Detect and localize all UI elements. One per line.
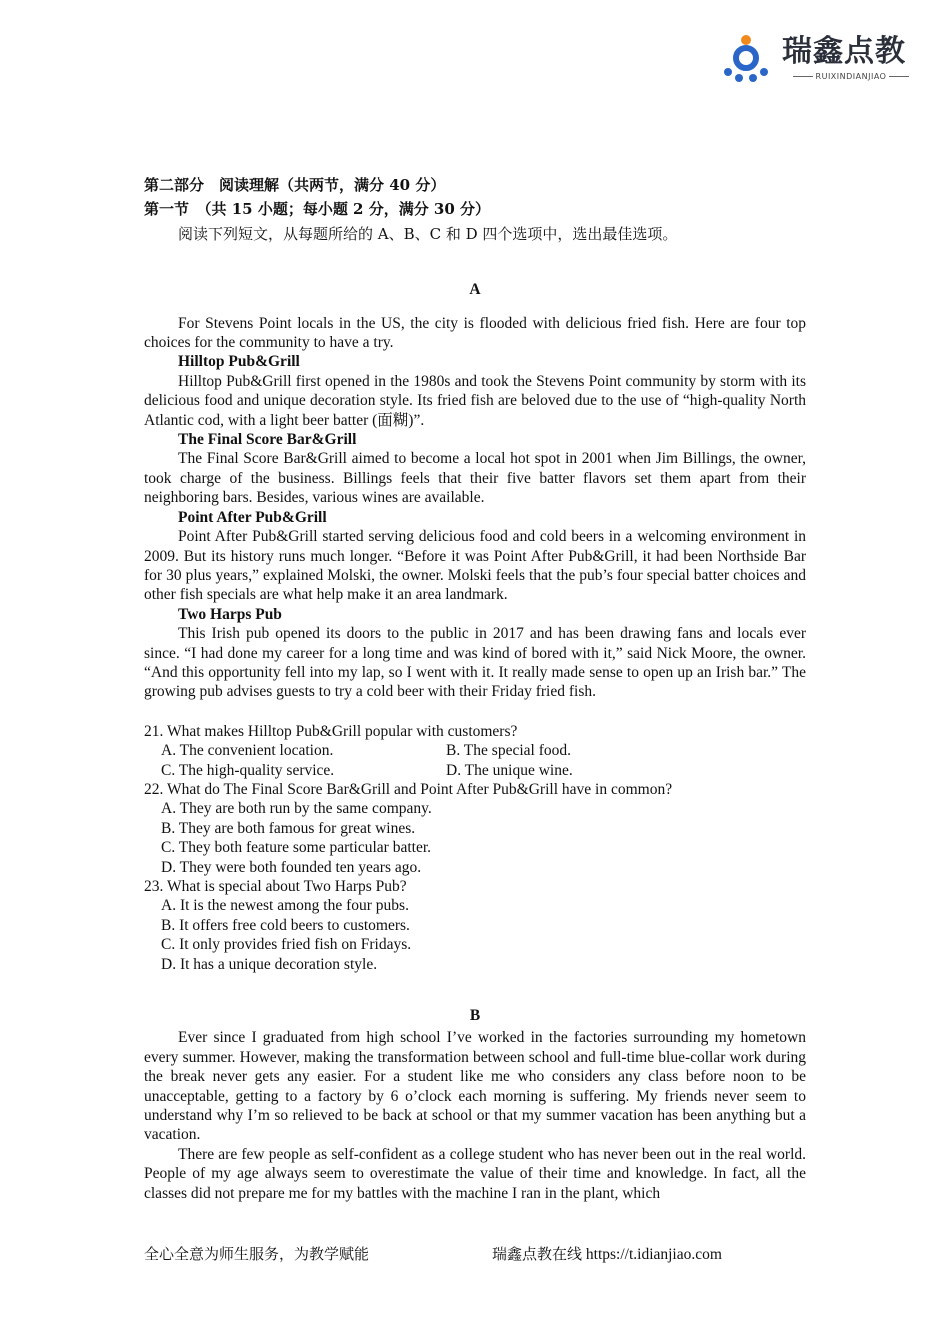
section-body-point-after: Point After Pub&Grill started serving delicious food and cold beers in a welcoming environment in 2009. But its history runs much longer. “Before it was Point After Pub&Grill, it had been Northside Bar for 30 plus years,” explained Molski, the owner. Molski feels that the pub’s four special batter choices and other fish specials are what help make it an area landmark. bbox=[144, 528, 806, 604]
section-heading-point-after: Point After Pub&Grill bbox=[178, 508, 327, 526]
footer-site-name: 瑞鑫点教在线 bbox=[492, 1245, 583, 1263]
option-a: A. They are both run by the same company. bbox=[161, 800, 432, 818]
option-b: B. They are both famous for great wines. bbox=[161, 819, 416, 837]
passage-a-intro: For Stevens Point locals in the US, the city is flooded with delicious fried fish. Here are four top choices for the community to have a try. bbox=[144, 314, 806, 352]
part-heading: 第二部分 阅读理解（共两节，满分 40 分） bbox=[144, 176, 446, 194]
footer-url-link[interactable]: https://t.idianjiao.com bbox=[585, 1246, 722, 1263]
question-stem: 21. What makes Hilltop Pub&Grill popular with customers? bbox=[144, 722, 518, 740]
option-a: A. The convenient location. bbox=[161, 742, 334, 760]
passage-b-paragraph: There are few people as self-confident as a college student who has never been out in the real world. People of my age always seem to overestimate the value of their time and knowledge. In fact, all the classes did not prepare me for my battles with the machine I ran in the plant, which bbox=[144, 1145, 806, 1202]
page-content bbox=[144, 176, 806, 1203]
question-23 bbox=[144, 877, 806, 974]
question-22 bbox=[144, 780, 806, 877]
option-c: C. They both feature some particular batter. bbox=[161, 839, 432, 857]
section-heading-final-score: The Final Score Bar&Grill bbox=[178, 431, 357, 449]
section-heading-two-harps: Two Harps Pub bbox=[178, 605, 282, 623]
instructions: 阅读下列短文，从每题所给的 A、B、C 和 D 四个选项中，选出最佳选项。 bbox=[178, 224, 678, 243]
question-stem: 22. What do The Final Score Bar&Grill and Point After Pub&Grill have in common? bbox=[144, 780, 673, 798]
option-d: D. It has a unique decoration style. bbox=[161, 955, 378, 973]
question-21 bbox=[144, 722, 806, 780]
footer-slogan: 全心全意为师生服务，为教学赋能 bbox=[144, 1245, 370, 1263]
option-c: C. The high-quality service. bbox=[161, 761, 335, 779]
section-body-hilltop: Hilltop Pub&Grill first opened in the 1980s and took the Stevens Point community by storm with its delicious food and unique decoration style. Its fried fish are beloved due to the use of “high-quality North Atlantic cod, with a light beer batter (面糊)”. bbox=[144, 372, 806, 429]
question-stem: 23. What is special about Two Harps Pub? bbox=[144, 878, 407, 895]
passage-b-title: B bbox=[469, 1007, 481, 1025]
logo-mark-icon bbox=[724, 34, 768, 84]
option-b: B. It offers free cold beers to customers. bbox=[161, 916, 410, 934]
option-d: D. The unique wine. bbox=[446, 761, 573, 779]
logo-subtitle: RUIXINDIANJIAO bbox=[782, 72, 920, 82]
option-d: D. They were both founded ten years ago. bbox=[161, 858, 422, 876]
section-body-final-score: The Final Score Bar&Grill aimed to become a local hot spot in 2001 when Jim Billings, the owner, took charge of the business. Billings feels that their five batter flavors set them apart from their neighboring bars. Besides, various wines are available. bbox=[144, 450, 806, 507]
option-c: C. It only provides fried fish on Fridays. bbox=[161, 936, 412, 954]
passage-b-paragraph: Ever since I graduated from high school I’ve worked in the factories surrounding my hometown every summer. However, making the transformation between school and full-time blue-collar work during the break never gets any easier. For a student like me who considers any class before noon to be unacceptable, getting to a factory by 6 o’clock each morning is suffering. My friends never seem to understand why I’m so relieved to be back at school or that my summer vacation has been anything but a vacation. bbox=[144, 1029, 806, 1144]
option-a: A. It is the newest among the four pubs. bbox=[161, 897, 409, 915]
option-b: B. The special food. bbox=[446, 742, 571, 760]
logo-title: 瑞鑫点教 bbox=[782, 34, 906, 69]
brand-logo bbox=[724, 32, 924, 86]
section-heading: 第一节 （共 15 小题；每小题 2 分，满分 30 分） bbox=[144, 200, 491, 219]
passage-a-title: A bbox=[469, 281, 481, 299]
footer-site bbox=[492, 1244, 722, 1265]
section-heading-hilltop: Hilltop Pub&Grill bbox=[178, 353, 300, 371]
section-body-two-harps: This Irish pub opened its doors to the public in 2017 and has been drawing fans and locals ever since. “I had done my career for a long time and was kind of bored with it,” said Nick Moore, the owner. “And this opportunity fell into my lap, so I went with it. It really made sense to open up an Irish bar.” The growing pub advises guests to try a cold beer with their Friday fried fish. bbox=[144, 625, 806, 701]
